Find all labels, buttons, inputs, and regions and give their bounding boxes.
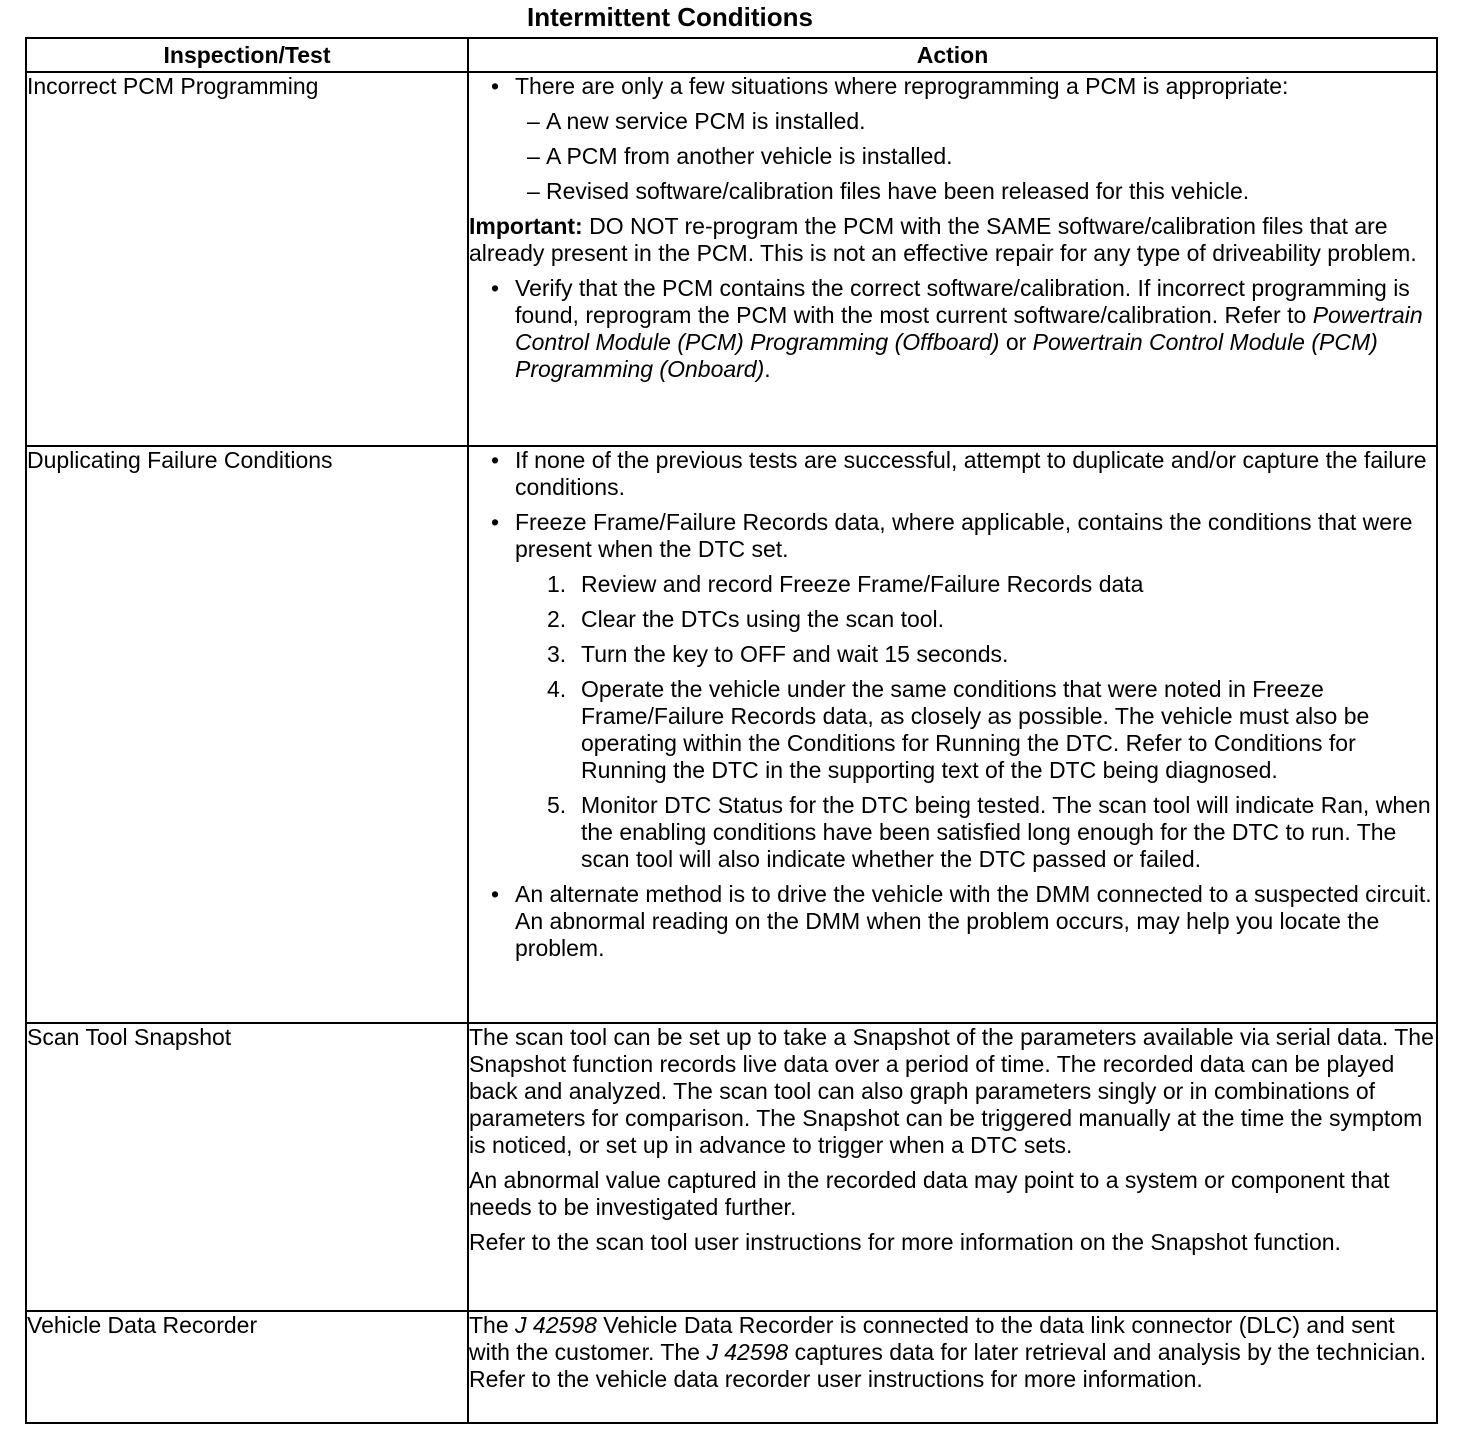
list-item: • An alternate method is to drive the vehicle with the DMM connected to a suspected circuit. An abnormal reading on the DMM when the problem occurs, may help you locate the problem. — [469, 881, 1436, 962]
paragraph: Refer to the scan tool user instructions for more information on the Snapshot function. — [469, 1229, 1341, 1255]
dash-list — [469, 108, 1436, 205]
step-text: Monitor DTC Status for the DTC being tested. The scan tool will indicate Ran, when the enabling conditions have been satisfied long enough for the DTC to run. The scan tool will also indicate whether the DTC passed or failed. — [581, 792, 1431, 872]
bullet-list — [469, 275, 1436, 383]
paragraph: An abnormal value captured in the recorded data may point to a system or component that needs to be investigated further. — [469, 1167, 1390, 1220]
row-label-dup: Duplicating Failure Conditions — [26, 446, 468, 1023]
list-item: – A new service PCM is installed. — [469, 108, 1436, 135]
paragraph-text: captures data for later retrieval and analysis by the technician. Refer to the vehicle data recorder user instructions for more information. — [469, 1339, 1427, 1392]
bullet-text: Verify that the PCM contains the correct software/calibration. If incorrect programming is found, reprogram the PCM with the most current software/calibration. Refer to — [515, 275, 1410, 328]
paragraph: The scan tool can be set up to take a Snapshot of the parameters available via serial data. The Snapshot function records live data over a period of time. The recorded data can be played back and analyzed. The scan tool can also graph parameters singly or in combinations of parameters for comparison. The Snapshot can be triggered manually at the time the symptom is noticed, or set up in advance to trigger when a DTC sets. — [469, 1024, 1434, 1158]
reference-link-onboard[interactable]: Powertrain Control Module (PCM) Programming (Onboard) — [515, 329, 1378, 382]
bullet-text: Freeze Frame/Failure Records data, where applicable, contains the conditions that were present when the DTC set. — [515, 509, 1413, 562]
row-action-vdr — [468, 1311, 1437, 1423]
row-action-pcm — [468, 72, 1437, 446]
bullet-text: or — [999, 329, 1033, 355]
step-number: 4. — [547, 676, 567, 702]
row-action-dup — [468, 446, 1437, 1023]
list-item: – Revised software/calibration files have been released for this vehicle. — [469, 178, 1436, 205]
list-item — [469, 792, 1436, 873]
paragraph-text: Vehicle Data Recorder is connected to the data link connector (DLC) and sent with the customer. The — [469, 1312, 1395, 1365]
step-number: 2. — [547, 606, 567, 632]
tool-number: J 42598 — [515, 1312, 597, 1338]
table-row — [26, 72, 1437, 446]
list-item — [469, 275, 1436, 383]
table-row — [26, 1311, 1437, 1423]
bullet-text: There are only a few situations where reprogramming a PCM is appropriate: — [515, 73, 1289, 99]
page-title: Intermittent Conditions — [527, 2, 813, 32]
bullet-list — [469, 73, 1436, 205]
step-text: Operate the vehicle under the same conditions that were noted in Freeze Frame/Failure Records data, as closely as possible. The vehicle must also be operating within the Conditions for Running the DTC. Refer to Conditions for Running the DTC in the supporting text of the DTC being diagnosed. — [581, 676, 1370, 783]
list-item — [469, 73, 1436, 205]
row-action-snapshot — [468, 1023, 1437, 1311]
list-item — [469, 571, 1436, 598]
step-number: 5. — [547, 792, 567, 818]
reference-link-offboard[interactable]: Powertrain Control Module (PCM) Programming (Offboard) — [515, 302, 1423, 355]
list-item — [469, 641, 1436, 668]
step-text: Review and record Freeze Frame/Failure Records data — [581, 571, 1144, 597]
paragraph-text: The — [469, 1312, 516, 1338]
row-label-pcm: Incorrect PCM Programming — [26, 72, 468, 446]
intermittent-conditions-table — [25, 37, 1438, 1424]
numbered-list — [469, 571, 1436, 873]
paragraph — [469, 1312, 1436, 1393]
step-text: Clear the DTCs using the scan tool. — [581, 606, 945, 632]
step-text: Turn the key to OFF and wait 15 seconds. — [581, 641, 1009, 667]
list-item: • If none of the previous tests are successful, attempt to duplicate and/or capture the failure conditions. — [469, 447, 1436, 501]
step-number: 3. — [547, 641, 567, 667]
list-item — [469, 509, 1436, 873]
list-item — [469, 606, 1436, 633]
row-label-snapshot: Scan Tool Snapshot — [26, 1023, 468, 1311]
tool-number: J 42598 — [706, 1339, 789, 1365]
important-text: DO NOT re-program the PCM with the SAME software/calibration files that are already present in the PCM. This is not an effective repair for any type of driveability problem. — [469, 213, 1417, 266]
important-note — [469, 213, 1436, 267]
header-action: Action — [468, 38, 1437, 72]
step-number: 1. — [547, 571, 567, 597]
bullet-text: . — [764, 356, 771, 382]
list-item: – A PCM from another vehicle is installed. — [469, 143, 1436, 170]
table-row — [26, 446, 1437, 1023]
header-row — [26, 38, 1437, 72]
row-label-vdr: Vehicle Data Recorder — [26, 1311, 468, 1423]
important-label: Important: — [469, 213, 583, 239]
list-item — [469, 676, 1436, 784]
header-inspection-test: Inspection/Test — [26, 38, 468, 72]
table-row — [26, 1023, 1437, 1311]
bullet-list — [469, 447, 1436, 962]
